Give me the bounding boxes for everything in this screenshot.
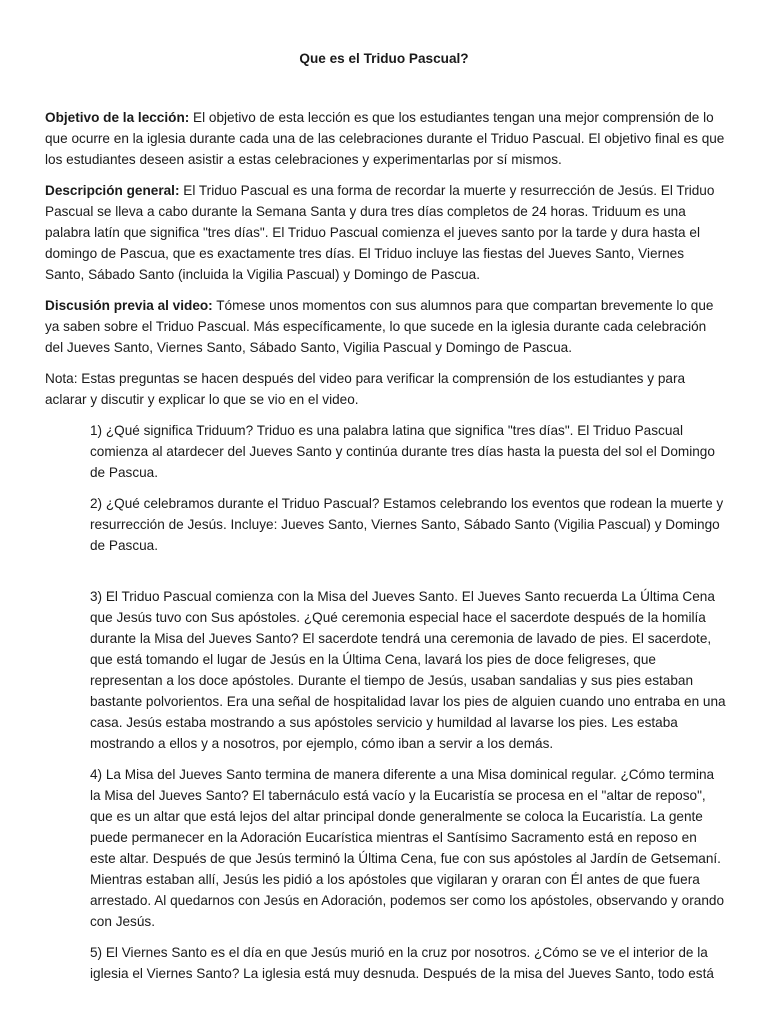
objective-text: El objetivo de esta lección es que los estudiantes tengan una mejor comprensión de lo que ocurre en la iglesia durante cada una de las celebraciones durante el Triduo Pascual. El objetivo final es que los estudiantes deseen asistir a estas celebraciones y experimentarlas por sí mismos. <box>45 110 725 167</box>
question-5: 5) El Viernes Santo es el día en que Jesús murió en la cruz por nosotros. ¿Cómo se ve el interior de la iglesia el Viernes Santo? La iglesia está muy desnuda. Después de la misa del Jueves Santo, todo está <box>90 945 714 981</box>
objective-label: Objetivo de la lección: <box>45 110 190 125</box>
overview-paragraph <box>45 180 725 285</box>
document-title: Que es el Triduo Pascual? <box>299 51 469 66</box>
document-body <box>45 107 725 994</box>
question-3: 3) El Triduo Pascual comienza con la Misa del Jueves Santo. El Jueves Santo recuerda La Última Cena que Jesús tuvo con Sus apóstoles. ¿Qué ceremonia especial hace el sacerdote después de la homilía durante la Misa del Jueves Santo? El sacerdote tendrá una ceremonia de lavado de pies. El sacerdote, que está tomando el lugar de Jesús en la Última Cena, lavará los pies de doce feligreses, que representan a los doce apóstoles. Durante el tiempo de Jesús, usaban sandalias y sus pies estaban bastante polvorientos. Era una señal de hospitalidad lavar los pies de alguien cuando uno entraba en una casa. Jesús estaba mostrando a sus apóstoles servicio y humildad al lavarse los pies. Les estaba mostrando a ellos y a nosotros, por ejemplo, cómo iban a servir a los demás. <box>90 589 726 751</box>
pre-video-paragraph <box>45 295 725 358</box>
note-paragraph: Nota: Estas preguntas se hacen después del video para verificar la comprensión de los estudiantes y para aclarar y discutir y explicar lo que se vio en el video. <box>45 371 686 407</box>
question-4: 4) La Misa del Jueves Santo termina de manera diferente a una Misa dominical regular. ¿Cómo termina la Misa del Jueves Santo? El tabernáculo está vacío y la Eucaristía se procesa en el "altar de reposo", que es un altar que está lejos del altar principal donde generalmente se coloca la Eucaristía. La gente puede permanecer en la Adoración Eucarística mientras el Santísimo Sacramento está en reposo en este altar. Después de que Jesús terminó la Última Cena, fue con sus apóstoles al Jardín de Getsemaní. Mientras estaban allí, Jesús les pidió a los apóstoles que vigilaran y oraran con Él antes de que fuera arrestado. Al quedarnos con Jesús en Adoración, podemos ser como los apóstoles, observando y orando con Jesús. <box>90 767 725 929</box>
question-2: 2) ¿Qué celebramos durante el Triduo Pascual? Estamos celebrando los eventos que rodean la muerte y resurrección de Jesús. Incluye: Jueves Santo, Viernes Santo, Sábado Santo (Vigilia Pascual) y Domingo de Pascua. <box>90 496 724 553</box>
pre-video-text: Tómese unos momentos con sus alumnos para que compartan brevemente lo que ya saben sobre el Triduo Pascual. Más específicamente, lo que sucede en la iglesia durante cada celebración del Jueves Santo, Viernes Santo, Sábado Santo, Vigilia Pascual y Domingo de Pascua. <box>45 298 714 355</box>
pre-video-label: Discusión previa al video: <box>45 298 213 313</box>
blank-line <box>45 566 725 586</box>
overview-label: Descripción general: <box>45 183 180 198</box>
objective-paragraph <box>45 107 725 170</box>
overview-text: El Triduo Pascual es una forma de recordar la muerte y resurrección de Jesús. El Triduo Pascual se lleva a cabo durante la Semana Santa y dura tres días completos de 24 horas. Triduum es una palabra latín que significa "tres días". El Triduo Pascual comienza el jueves santo por la tarde y dura hasta el domingo de Pascua, que es exactamente tres días. El Triduo incluye las fiestas del Jueves Santo, Viernes Santo, Sábado Santo (incluida la Vigilia Pascual) y Domingo de Pascua. <box>45 183 715 282</box>
question-1: 1) ¿Qué significa Triduum? Triduo es una palabra latina que significa "tres días". El Triduo Pascual comienza al atardecer del Jueves Santo y continúa durante tres días hasta la puesta del sol el Domingo de Pascua. <box>90 423 715 480</box>
